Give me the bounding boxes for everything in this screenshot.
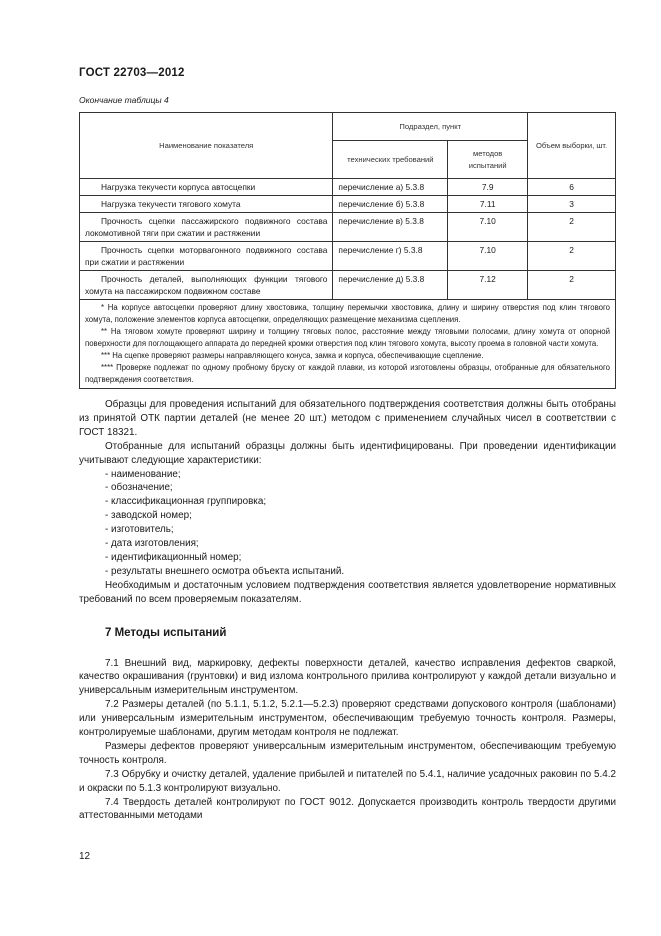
- row-name: Прочность сцепки моторвагонного подвижного состава при сжатии и растяжении: [80, 242, 333, 271]
- paragraph: 7.2 Размеры деталей (по 5.1.1, 5.1.2, 5.2.1—5.2.3) проверяют средствами допускового контроля (шаблонами) или универсальным измерительным инструментом, обеспечивающим требуемую точность контроля. Размеры, контролируемые шаблонами, другим методам контроля не подлежат.: [79, 699, 616, 739]
- row-method: 7.10: [448, 242, 528, 271]
- row-name: Прочность сцепки пассажирского подвижного состава локомотивной тяги при сжатии и растяжении: [80, 213, 333, 242]
- table-notes: [80, 300, 616, 389]
- row-name: Нагрузка текучести корпуса автосцепки: [80, 179, 333, 196]
- header-section-group: Подраздел, пункт: [333, 113, 528, 141]
- list-item: - результаты внешнего осмотра объекта испытаний.: [105, 565, 616, 579]
- list-item: - изготовитель;: [105, 523, 616, 537]
- list-item: - наименование;: [105, 468, 616, 482]
- document-code: ГОСТ 22703—2012: [79, 67, 185, 79]
- row-requirement: перечисление а) 5.3.8: [333, 179, 448, 196]
- row-count: 3: [528, 196, 616, 213]
- table-note: *** На сцепке проверяют размеры направляющего конуса, замка и корпуса, обеспечивающие сцепление.: [101, 351, 484, 360]
- section-title: 7 Методы испытаний: [105, 626, 227, 639]
- row-method: 7.10: [448, 213, 528, 242]
- row-name: Прочность деталей, выполняющих функции тягового хомута на пассажирском подвижном составе: [80, 271, 333, 300]
- row-method: 7.9: [448, 179, 528, 196]
- row-requirement: перечисление в) 5.3.8: [333, 213, 448, 242]
- header-test-methods: методов испытаний: [448, 141, 528, 179]
- paragraph: Отобранные для испытаний образцы должны быть идентифицированы. При проведении идентификации учитывают следующие характеристики:: [79, 440, 616, 466]
- table-row: [80, 179, 616, 196]
- row-requirement: перечисление б) 5.3.8: [333, 196, 448, 213]
- list-item: - классификационная группировка;: [105, 495, 616, 509]
- row-count: 6: [528, 179, 616, 196]
- row-requirement: перечисление г) 5.3.8: [333, 242, 448, 271]
- header-sample-size: Объем выборки, шт.: [528, 113, 616, 179]
- paragraph: 7.1 Внешний вид, маркировку, дефекты поверхности деталей, качество исправления дефектов сваркой, качество окрашивания (грунтовки) и вид излома контрольного прилива контролируют у каждой детали визуально и универсальным измерительным инструментом.: [79, 657, 616, 697]
- row-count: 2: [528, 271, 616, 300]
- row-name: Нагрузка текучести тягового хомута: [80, 196, 333, 213]
- table-row: [80, 196, 616, 213]
- body-text: [79, 398, 616, 823]
- table-note: **** Проверке подлежат по одному пробному бруску от каждой плавки, из которой изготовлены образцы, отобранные для обязательного подтверждения соответствия.: [85, 363, 610, 384]
- paragraph: Необходимым и достаточным условием подтверждения соответствия является удовлетворение нормативных требований по всем проверяемым показателям.: [79, 579, 616, 605]
- paragraph: 7.3 Обрубку и очистку деталей, удаление прибылей и питателей по 5.4.1, наличие усадочных раковин по 5.4.2 и окраски по 5.1.3 контролируют визуально.: [79, 768, 616, 794]
- row-count: 2: [528, 213, 616, 242]
- paragraph: 7.4 Твердость деталей контролируют по ГОСТ 9012. Допускается производить контроль твердости другими аттестованными методами: [79, 796, 616, 822]
- table-row: [80, 242, 616, 271]
- paragraph: Образцы для проведения испытаний для обязательного подтверждения соответствия должны быть отобраны из принятой ОТК партии деталей (не менее 20 шт.) методом с применением случайных чисел в соответствии с ГОСТ 18321.: [79, 399, 616, 438]
- list-item: - обозначение;: [105, 481, 616, 495]
- row-method: 7.12: [448, 271, 528, 300]
- list-item: - заводской номер;: [105, 509, 616, 523]
- row-count: 2: [528, 242, 616, 271]
- header-technical-requirements: технических требований: [333, 141, 448, 179]
- table-note: ** На тяговом хомуте проверяют ширину и толщину тяговых полос, расстояние между тяговыми полосами, длину хомута от опорной поверхности для поглощающего аппарата до передней кромки отверстия под клин тягового хомута, высоту проема в головной части хомута.: [85, 327, 610, 348]
- table-caption: Окончание таблицы 4: [79, 95, 169, 105]
- paragraph: Размеры дефектов проверяют универсальным измерительным инструментом, обеспечивающим требуемую точность контроля.: [79, 740, 616, 766]
- list-item: - дата изготовления;: [105, 537, 616, 551]
- characteristics-list: [79, 468, 616, 579]
- row-method: 7.11: [448, 196, 528, 213]
- row-requirement: перечисление д) 5.3.8: [333, 271, 448, 300]
- header-indicator-name: Наименование показателя: [80, 113, 333, 179]
- table-row: [80, 213, 616, 242]
- list-item: - идентификационный номер;: [105, 551, 616, 565]
- table-row: [80, 271, 616, 300]
- page-number: 12: [79, 851, 91, 862]
- table-note: * На корпусе автосцепки проверяют длину хвостовика, толщину перемычки хвостовика, длину и ширину отверстия под клин тягового хомута, положение элементов корпуса автосцепки, определяющих размещение механизма сцепления.: [85, 303, 610, 324]
- table-4: [79, 112, 616, 389]
